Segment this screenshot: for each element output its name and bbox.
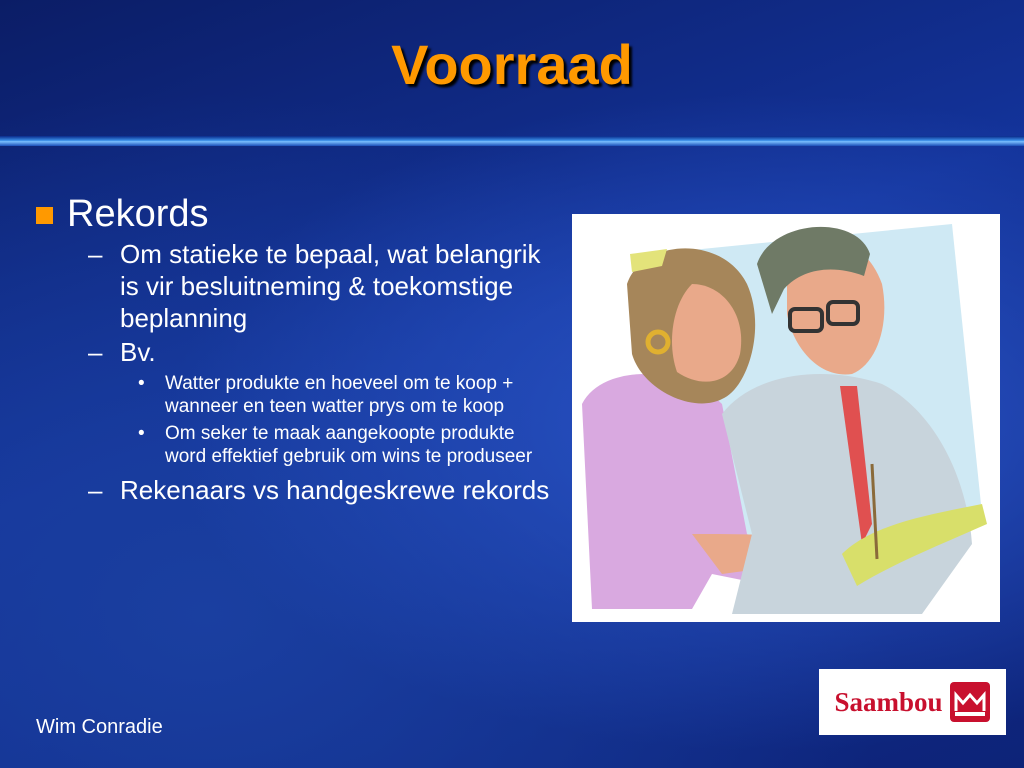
sub-bullet xyxy=(36,336,556,368)
business-people-illustration xyxy=(572,214,1000,622)
sub-bullet-text: Rekenaars vs handgeskrewe rekords xyxy=(120,475,550,505)
title-divider xyxy=(0,136,1024,146)
sub-bullet-text: Bv. xyxy=(120,337,156,367)
slide-title: Voorraad xyxy=(391,33,633,96)
footer-author: Wim Conradie xyxy=(36,716,163,738)
saambou-emblem-icon xyxy=(949,681,991,723)
sub-sub-bullet-text: Watter produkte en hoeveel om te koop + wanneer en teen watter prys om te koop xyxy=(165,373,514,417)
dash-marker: – xyxy=(88,337,103,367)
square-bullet-icon xyxy=(36,207,53,224)
dot-marker: • xyxy=(138,423,145,444)
logo-wordmark: Saambou xyxy=(834,686,943,717)
dot-marker: • xyxy=(138,373,145,394)
clipart-image xyxy=(572,214,1000,622)
sub-bullet xyxy=(36,238,556,334)
sub-bullet xyxy=(36,474,556,506)
sub-bullet-text: Om statieke te bepaal, wat belangrik is vir besluitneming & toekomstige beplanning xyxy=(120,239,541,333)
saambou-logo xyxy=(819,669,1006,735)
dash-marker: – xyxy=(88,475,103,505)
sub-sub-bullet xyxy=(36,422,556,468)
dash-marker: – xyxy=(88,239,103,269)
sub-sub-bullet-text: Om seker te maak aangekoopte produkte word effektief gebruik om wins te produseer xyxy=(165,423,533,467)
sub-sub-bullet xyxy=(36,372,556,418)
bullet-level1 xyxy=(36,192,556,236)
bullet-text: Rekords xyxy=(67,193,209,235)
slide-content xyxy=(36,192,556,506)
